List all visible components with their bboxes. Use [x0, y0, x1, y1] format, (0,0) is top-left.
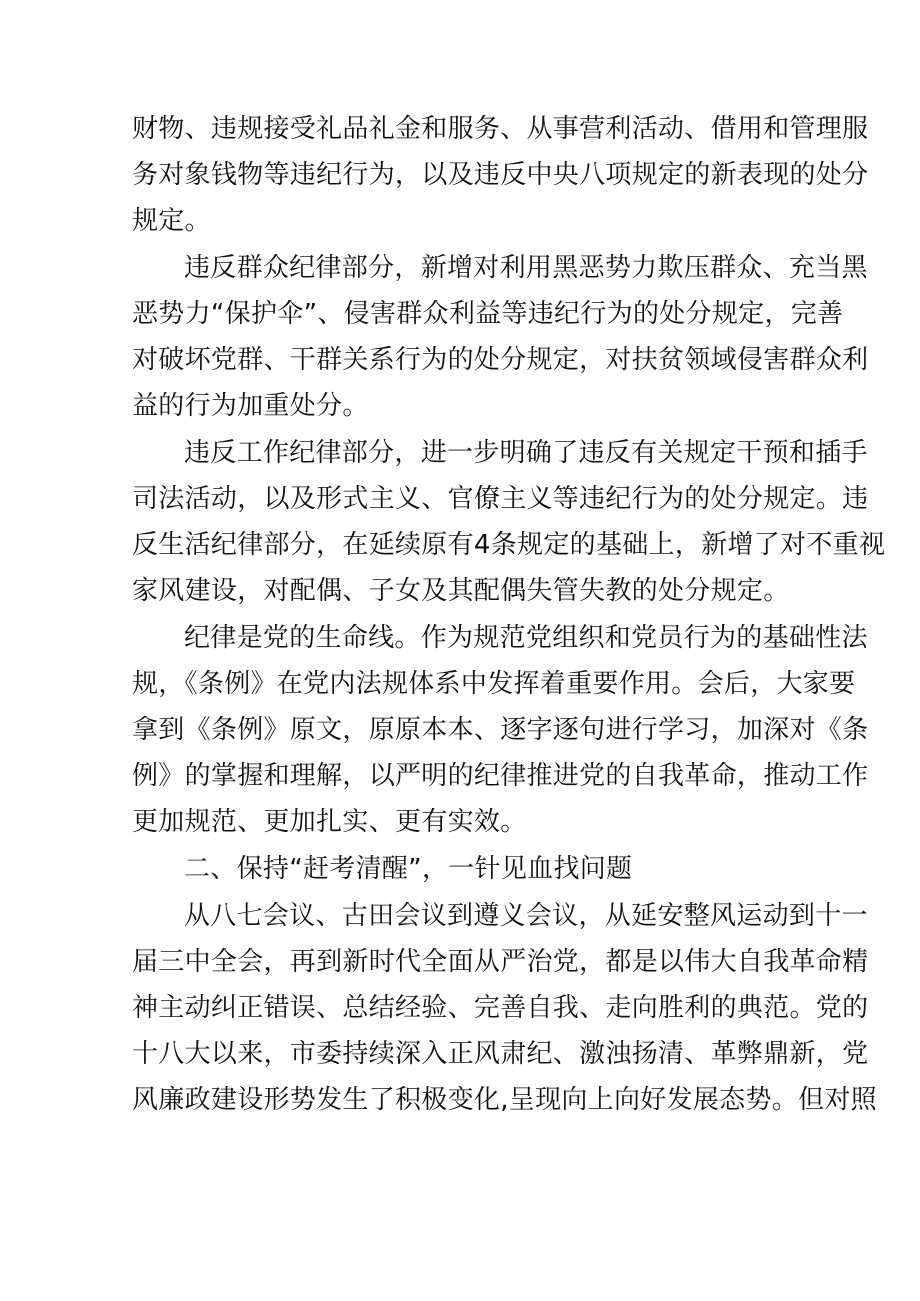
paragraph-4 [132, 615, 869, 845]
text-line: 十八大以来，市委持续深入正风肃纪、激浊扬清、革弊鼎新，党 [132, 1039, 869, 1069]
text-line: 纪律是党的生命线。作为规范党组织和党员行为的基础性法 [184, 623, 868, 653]
text-line: 例》的掌握和理解，以严明的纪律推进党的自我革命，推动工作 [132, 761, 869, 791]
text-line: 财物、违规接受礼品礼金和服务、从事营利活动、借用和管理服 [132, 114, 869, 144]
text-line: 违反工作纪律部分，进一步明确了违反有关规定干预和插手 [184, 438, 868, 468]
paragraph-3 [132, 430, 886, 614]
text-line: 拿到《条例》原文，原原本本、逐字逐句进行学习，加深对《条 [132, 715, 869, 745]
text-line: 规，《条例》在党内法规体系中发挥着重要作用。会后，大家要 [132, 669, 856, 699]
text-line: 神主动纠正错误、总结经验、完善自我、走向胜利的典范。党的 [132, 993, 869, 1023]
paragraph-6 [132, 893, 877, 1123]
paragraph-1 [132, 106, 869, 244]
text-line: 益的行为加重处分。 [132, 391, 369, 421]
heading-text: 二、保持“赶考清醒”，一针见血找问题 [184, 854, 633, 884]
text-line: 规定。 [132, 206, 211, 236]
text-line: 恶势力“保护伞”、侵害群众利益等违纪行为的处分规定，完善 [132, 299, 844, 329]
text-line: 对破坏党群、干群关系行为的处分规定，对扶贫领域侵害群众利 [132, 345, 869, 375]
section-heading [132, 846, 788, 892]
text-line: 反生活纪律部分，在延续原有4条规定的基础上，新增了对不重视 [132, 530, 886, 560]
text-line: 违反群众纪律部分，新增对利用黑恶势力欺压群众、充当黑 [184, 253, 868, 283]
text-line: 风廉政建设形势发生了积极变化,呈现向上向好发展态势。但对照 [132, 1085, 877, 1115]
text-line: 从八七会议、古田会议到遵义会议，从延安整风运动到十一 [184, 901, 868, 931]
document-body [132, 106, 886, 1123]
text-line: 务对象钱物等违纪行为，以及违反中央八项规定的新表现的处分 [132, 160, 869, 190]
text-line: 更加规范、更加扎实、更有实效。 [132, 807, 527, 837]
text-line: 司法活动，以及形式主义、官僚主义等违纪行为的处分规定。违 [132, 484, 869, 514]
paragraph-2 [132, 245, 869, 429]
text-line: 家风建设，对配偶、子女及其配偶失管失教的处分规定。 [132, 576, 790, 606]
text-line: 届三中全会，再到新时代全面从严治党，都是以伟大自我革命精 [132, 947, 869, 977]
